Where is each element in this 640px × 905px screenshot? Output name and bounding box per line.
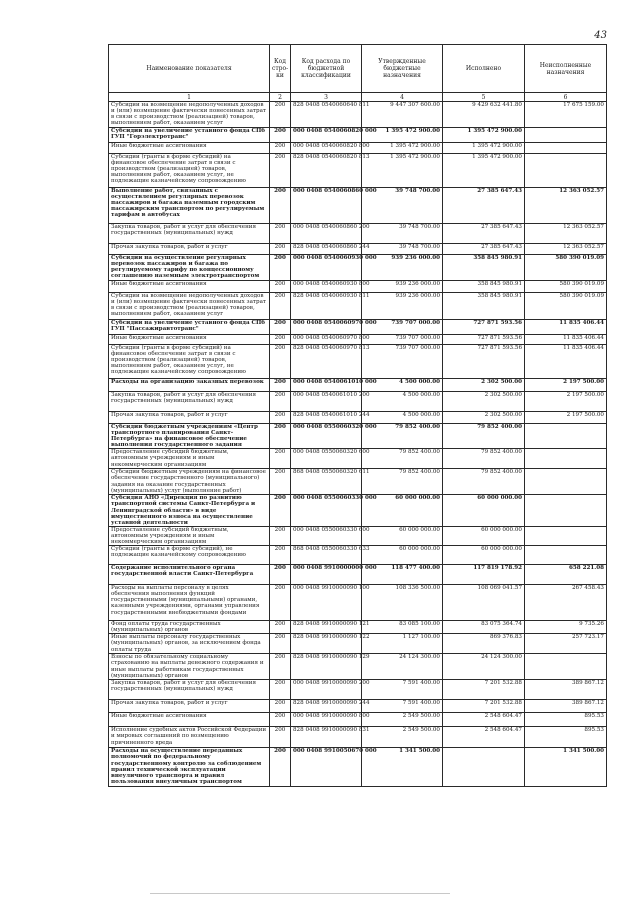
table-header-row [109,45,607,93]
header-code: Код стро-ки [270,45,291,93]
row-classification-cell: 828 0408 0540060820 813 [291,154,362,188]
row-remaining-cell: 658 221.08 [525,565,607,585]
row-approved-cell: 2 549 500.00 [362,727,443,748]
row-executed-cell: 2 548 604.47 [443,713,525,727]
row-approved-cell: 60 000 000.00 [362,546,443,565]
row-executed-cell: 358 845 980.91 [443,293,525,320]
row-classification-cell: 000 0408 0550060330 600 [291,526,362,545]
row-approved-cell: 60 000 000.00 [362,526,443,545]
row-name-cell: Субсидии (гранты в форме субсидий) на финансовое обеспечение затрат в связи с производством (реализацией) товаров, выполнением работ, оказанием услуг, не подлежащие казначейскому сопровождению [109,154,270,188]
row-code-cell: 200 [270,713,291,727]
table-body [109,102,607,787]
row-approved-cell: 1 127 100.00 [362,634,443,654]
row-approved-cell: 7 591 400.00 [362,680,443,700]
row-name-cell: Прочая закупка товаров, работ и услуг [109,700,270,713]
column-number: 3 [291,93,362,102]
row-classification-cell: 000 0408 0540061010 200 [291,392,362,412]
table-row [109,680,607,700]
row-classification-cell: 828 0408 0540061010 244 [291,412,362,424]
row-name-cell: Выполнение работ, связанных с осуществлением регулярных перевозок пассажиров и багажа наземным городским пассажирским транспортом по регулируемым тарифам в автобусах [109,188,270,224]
row-classification-cell: 000 0408 0540060970 800 [291,335,362,345]
row-remaining-cell [525,654,607,680]
row-code-cell: 200 [270,565,291,585]
row-executed-cell: 27 385 647.43 [443,244,525,255]
row-approved-cell: 60 000 000.00 [362,495,443,526]
row-classification-cell: 868 0408 0550060320 611 [291,469,362,495]
row-code-cell: 200 [270,293,291,320]
row-name-cell: Субсидия АНО «Дирекция по развитию транспортной системы Санкт-Петербурга и Ленинградской области» в виде имущественного взноса на осуществление уставной деятельности [109,495,270,526]
row-name-cell: Субсидии на увеличение уставного фонда СПб ГУП "Горэлектротранс" [109,128,270,143]
row-remaining-cell [525,546,607,565]
bottom-scan-line [150,893,450,894]
row-code-cell: 200 [270,526,291,545]
row-approved-cell: 2 549 500.00 [362,713,443,727]
table-row [109,700,607,713]
row-remaining-cell: 267 458.43 [525,585,607,621]
row-remaining-cell: 11 835 406.44 [525,345,607,379]
row-approved-cell: 79 852 400.00 [362,469,443,495]
table-row [109,634,607,654]
row-code-cell: 200 [270,424,291,449]
header-remaining: Неисполненные назначения [525,45,607,93]
row-remaining-cell [525,449,607,469]
row-classification-cell: 000 0408 0540061010 000 [291,379,362,392]
row-classification-cell: 828 0408 0540060860 244 [291,244,362,255]
row-executed-cell: 60 000 000.00 [443,495,525,526]
row-executed-cell: 2 302 500.00 [443,412,525,424]
row-approved-cell: 1 395 472 900.00 [362,128,443,143]
table-row [109,281,607,293]
row-name-cell: Прочая закупка товаров, работ и услуг [109,412,270,424]
row-remaining-cell [525,526,607,545]
row-executed-cell: 27 385 647.43 [443,188,525,224]
row-executed-cell: 79 852 400.00 [443,424,525,449]
table-row [109,392,607,412]
row-name-cell: Фонд оплаты труда государственных (муниципальных) органов [109,621,270,634]
row-name-cell: Субсидии (гранты в форме субсидий), не подлежащие казначейскому сопровождению [109,546,270,565]
row-classification-cell: 828 0408 9910000090 831 [291,727,362,748]
row-approved-cell: 7 591 400.00 [362,700,443,713]
row-classification-cell: 000 0408 9910050670 000 [291,748,362,787]
row-approved-cell: 739 707 000.00 [362,320,443,335]
row-classification-cell: 000 0408 0540060930 800 [291,281,362,293]
row-name-cell: Иные выплаты персоналу государственных (муниципальных) органов, за исключением фонда оплаты труда [109,634,270,654]
row-code-cell: 200 [270,345,291,379]
row-approved-cell: 739 707 000.00 [362,335,443,345]
row-name-cell: Иные бюджетные ассигнования [109,143,270,154]
table-row [109,412,607,424]
table-row [109,244,607,255]
row-executed-cell: 358 845 980.91 [443,255,525,281]
row-executed-cell: 1 395 472 900.00 [443,143,525,154]
row-approved-cell: 4 500 000.00 [362,392,443,412]
row-approved-cell: 79 852 400.00 [362,449,443,469]
table-row [109,546,607,565]
row-name-cell: Иные бюджетные ассигнования [109,713,270,727]
row-remaining-cell: 12 363 052.57 [525,188,607,224]
row-executed-cell: 1 395 472 900.00 [443,128,525,143]
table-row [109,424,607,449]
row-executed-cell: 79 852 400.00 [443,469,525,495]
row-name-cell: Содержание исполнительного органа государственной власти Санкт-Петербурга [109,565,270,585]
row-name-cell: Расходы на выплаты персоналу в целях обеспечения выполнения функций государственными (муниципальными) органами, казенными учреждениями, органами управления государственными внебюджетными фондами [109,585,270,621]
table-row [109,128,607,143]
row-executed-cell: 7 201 532.88 [443,700,525,713]
row-approved-cell: 83 085 100.00 [362,621,443,634]
row-remaining-cell: 11 835 406.44 [525,320,607,335]
row-code-cell: 200 [270,379,291,392]
row-code-cell: 200 [270,412,291,424]
header-name: Наименование показателя [109,45,270,93]
row-remaining-cell [525,495,607,526]
row-executed-cell: 24 124 300.00 [443,654,525,680]
row-code-cell: 200 [270,634,291,654]
row-name-cell: Закупка товаров, работ и услуг для обеспечения государственных (муниципальных) нужд [109,680,270,700]
row-name-cell: Прочая закупка товаров, работ и услуг [109,244,270,255]
column-number: 1 [109,93,270,102]
row-approved-cell: 4 500 000.00 [362,379,443,392]
column-number: 6 [525,93,607,102]
row-remaining-cell: 2 197 500.00 [525,379,607,392]
column-number-row [109,93,607,102]
row-remaining-cell: 12 363 052.57 [525,244,607,255]
row-remaining-cell: 2 197 500.00 [525,412,607,424]
row-name-cell: Исполнение судебных актов Российской Федерации и мировых соглашений по возмещению причиненного вреда [109,727,270,748]
row-approved-cell: 1 395 472 900.00 [362,143,443,154]
row-executed-cell: 9 429 632 441.80 [443,102,525,128]
row-code-cell: 200 [270,546,291,565]
row-code-cell: 200 [270,700,291,713]
row-classification-cell: 000 0408 9910000000 000 [291,565,362,585]
row-approved-cell: 1 341 500.00 [362,748,443,787]
table-row [109,335,607,345]
row-executed-cell: 108 069 041.57 [443,585,525,621]
row-approved-cell: 939 236 000.00 [362,255,443,281]
table-row [109,495,607,526]
header-approved: Утвержденные бюджетные назначения [362,45,443,93]
row-executed-cell: 727 871 593.56 [443,320,525,335]
row-executed-cell: 60 000 000.00 [443,546,525,565]
row-executed-cell: 7 201 532.88 [443,680,525,700]
row-approved-cell: 939 236 000.00 [362,281,443,293]
table-row [109,748,607,787]
row-remaining-cell: 389 867.12 [525,700,607,713]
table-row [109,102,607,128]
row-code-cell: 200 [270,727,291,748]
row-classification-cell: 000 0408 9910000090 800 [291,713,362,727]
row-name-cell: Субсидии на осуществление регулярных перевозок пассажиров и багажа по регулируемому тарифу по концессионному соглашению наземным электротранспортом [109,255,270,281]
row-code-cell: 200 [270,621,291,634]
row-remaining-cell: 895.53 [525,727,607,748]
row-remaining-cell: 895.53 [525,713,607,727]
row-approved-cell: 739 707 000.00 [362,345,443,379]
column-number: 4 [362,93,443,102]
row-classification-cell: 828 0408 0540060640 811 [291,102,362,128]
header-classification: Код расхода по бюджетной классификации [291,45,362,93]
row-name-cell: Иные бюджетные ассигнования [109,281,270,293]
row-code-cell: 200 [270,495,291,526]
row-code-cell: 200 [270,748,291,787]
row-classification-cell: 000 0408 0540060820 000 [291,128,362,143]
row-approved-cell: 108 336 500.00 [362,585,443,621]
row-remaining-cell: 580 390 019.09 [525,255,607,281]
row-classification-cell: 000 0408 9910000090 100 [291,585,362,621]
row-classification-cell: 000 0408 0540060970 000 [291,320,362,335]
row-code-cell: 200 [270,255,291,281]
row-code-cell: 200 [270,128,291,143]
row-code-cell: 200 [270,449,291,469]
row-executed-cell: 727 871 593.56 [443,335,525,345]
row-code-cell: 200 [270,585,291,621]
row-remaining-cell: 17 675 159.00 [525,102,607,128]
row-name-cell: Предоставление субсидий бюджетным, автономным учреждениям и иным некоммерческим организациям [109,449,270,469]
row-classification-cell: 000 0408 0540060930 000 [291,255,362,281]
table-row [109,154,607,188]
row-name-cell: Субсидии на возмещение недополученных доходов и (или) возмещение фактически понесенных затрат в связи с производством (реализацией) товаров, выполнением работ, оказанием услуг [109,102,270,128]
row-code-cell: 200 [270,188,291,224]
table-row [109,727,607,748]
row-approved-cell: 24 124 300.00 [362,654,443,680]
row-remaining-cell: 580 390 019.09 [525,281,607,293]
row-classification-cell: 000 0408 0540060820 800 [291,143,362,154]
row-executed-cell [443,748,525,787]
row-classification-cell: 828 0408 9910000090 121 [291,621,362,634]
row-classification-cell: 000 0408 0540060860 200 [291,224,362,244]
table-row [109,585,607,621]
row-name-cell: Закупка товаров, работ и услуг для обеспечения государственных (муниципальных) нужд [109,392,270,412]
row-classification-cell: 000 0408 9910000090 200 [291,680,362,700]
row-code-cell: 200 [270,335,291,345]
row-name-cell: Субсидии на возмещение недополученных доходов и (или) возмещение фактически понесенных затрат в связи с производством (реализацией) товаров, выполнением работ, оказанием услуг [109,293,270,320]
row-classification-cell: 000 0408 0540060860 000 [291,188,362,224]
table-row [109,188,607,224]
row-classification-cell: 828 0408 9910000090 129 [291,654,362,680]
table-row [109,565,607,585]
row-approved-cell: 39 748 700.00 [362,244,443,255]
table-row [109,224,607,244]
column-number: 2 [270,93,291,102]
row-name-cell: Субсидии на увеличение уставного фонда СПб ГУП "Пассажиравтотранс" [109,320,270,335]
row-remaining-cell: 11 835 406.44 [525,335,607,345]
row-executed-cell: 27 385 647.43 [443,224,525,244]
table-row [109,379,607,392]
row-classification-cell: 000 0408 0550060320 600 [291,449,362,469]
row-executed-cell: 2 302 500.00 [443,392,525,412]
row-code-cell: 200 [270,102,291,128]
table-row [109,621,607,634]
row-name-cell: Субсидии бюджетным учреждениям на финансовое обеспечение государственного (муниципального) задания на оказание государственных (муниципальных) услуг (выполнение работ) [109,469,270,495]
row-code-cell: 200 [270,392,291,412]
row-remaining-cell: 9 735.26 [525,621,607,634]
row-code-cell: 200 [270,154,291,188]
row-code-cell: 200 [270,654,291,680]
row-code-cell: 200 [270,281,291,293]
row-remaining-cell [525,128,607,143]
row-remaining-cell: 1 341 500.00 [525,748,607,787]
row-remaining-cell [525,469,607,495]
row-approved-cell: 118 477 400.00 [362,565,443,585]
table-row [109,526,607,545]
row-classification-cell: 828 0408 0540060930 811 [291,293,362,320]
row-name-cell: Субсидии бюджетным учреждениям «Центр транспортного планирования Санкт-Петербурга» на финансовое обеспечение выполнения государственного задания [109,424,270,449]
row-executed-cell: 79 852 400.00 [443,449,525,469]
row-executed-cell: 727 871 593.56 [443,345,525,379]
row-name-cell: Закупка товаров, работ и услуг для обеспечения государственных (муниципальных) нужд [109,224,270,244]
row-code-cell: 200 [270,224,291,244]
row-name-cell: Расходы на осуществление переданных полномочий по федеральному государственному контролю за соблюдением правил технической эксплуатации внеуличного транспорта и правил пользования внеуличным транспортом [109,748,270,787]
row-remaining-cell: 2 197 500.00 [525,392,607,412]
row-remaining-cell [525,424,607,449]
row-remaining-cell [525,143,607,154]
table-row [109,345,607,379]
row-executed-cell: 2 302 500.00 [443,379,525,392]
budget-execution-table [108,44,607,787]
row-executed-cell: 60 000 000.00 [443,526,525,545]
row-classification-cell: 000 0408 0550060330 000 [291,495,362,526]
row-approved-cell: 1 395 472 900.00 [362,154,443,188]
row-remaining-cell: 12 363 052.57 [525,224,607,244]
column-number: 5 [443,93,525,102]
row-code-cell: 200 [270,680,291,700]
row-name-cell: Иные бюджетные ассигнования [109,335,270,345]
row-executed-cell: 869 376.83 [443,634,525,654]
row-name-cell: Предоставление субсидий бюджетным, автономным учреждениям и иным некоммерческим организациям [109,526,270,545]
row-remaining-cell [525,154,607,188]
row-classification-cell: 828 0408 9910000090 244 [291,700,362,713]
row-executed-cell: 83 075 364.74 [443,621,525,634]
row-executed-cell: 1 395 472 900.00 [443,154,525,188]
header-executed: Исполнено [443,45,525,93]
row-name-cell: Расходы на организацию заказных перевозок [109,379,270,392]
row-executed-cell: 358 845 980.91 [443,281,525,293]
row-classification-cell: 868 0408 0550060330 633 [291,546,362,565]
table-row [109,469,607,495]
row-code-cell: 200 [270,320,291,335]
row-classification-cell: 000 0408 0550060320 000 [291,424,362,449]
row-remaining-cell: 389 867.12 [525,680,607,700]
table-row [109,713,607,727]
table-row [109,143,607,154]
row-classification-cell: 828 0408 0540060970 813 [291,345,362,379]
row-name-cell: Взносы по обязательному социальному страхованию на выплаты денежного содержания и иные выплаты работникам государственных (муниципальных) органов [109,654,270,680]
row-executed-cell: 2 548 604.47 [443,727,525,748]
row-code-cell: 200 [270,469,291,495]
row-name-cell: Субсидии (гранты в форме субсидий) на финансовое обеспечение затрат в связи с производством (реализацией) товаров, выполнением работ, оказанием услуг, не подлежащие казначейскому сопровождению [109,345,270,379]
row-approved-cell: 4 500 000.00 [362,412,443,424]
row-classification-cell: 828 0408 9910000090 122 [291,634,362,654]
table-row [109,654,607,680]
row-approved-cell: 9 447 307 600.00 [362,102,443,128]
table-row [109,255,607,281]
row-approved-cell: 39 748 700.00 [362,188,443,224]
row-approved-cell: 939 236 000.00 [362,293,443,320]
row-executed-cell: 117 819 178.92 [443,565,525,585]
table-row [109,293,607,320]
row-approved-cell: 39 748 700.00 [362,224,443,244]
page-number: 43 [594,30,607,41]
row-code-cell: 200 [270,143,291,154]
row-code-cell: 200 [270,244,291,255]
row-approved-cell: 79 852 400.00 [362,424,443,449]
table-row [109,449,607,469]
row-remaining-cell: 257 723.17 [525,634,607,654]
row-remaining-cell: 580 390 019.09 [525,293,607,320]
table-row [109,320,607,335]
